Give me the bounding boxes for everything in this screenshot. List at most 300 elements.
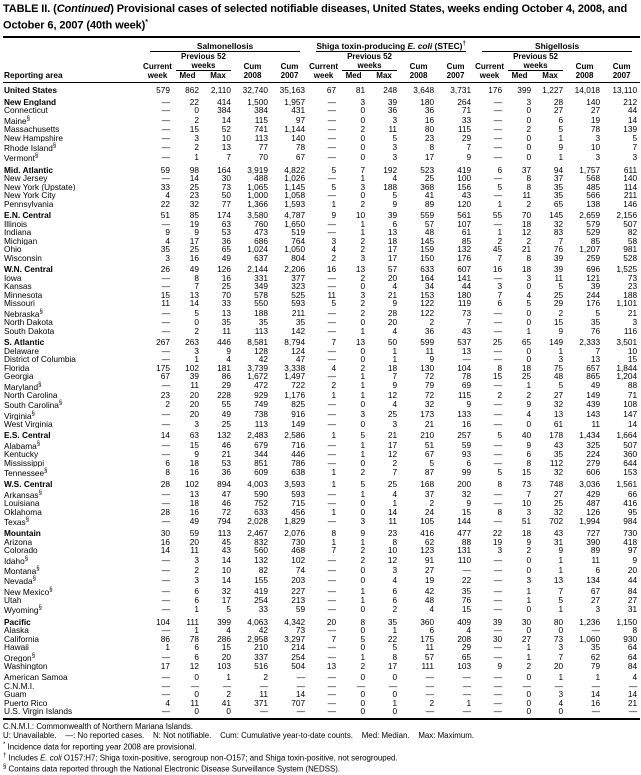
table-row bbox=[3, 586, 640, 596]
value-cell: 20 bbox=[189, 399, 199, 410]
table-row bbox=[3, 450, 640, 459]
value-cell: 155 bbox=[254, 575, 268, 586]
value-cell: — bbox=[493, 594, 503, 605]
value-cell: 0 bbox=[392, 672, 398, 683]
previous-52-weeks-label: Previous 52 weeks bbox=[176, 52, 231, 71]
value-cell: 0 bbox=[194, 689, 199, 700]
title-footnote-marker: * bbox=[145, 19, 148, 26]
reporting-area-label: Missouri bbox=[4, 299, 35, 308]
value-cell: 804 bbox=[291, 252, 306, 263]
value-cell: 11 bbox=[190, 697, 199, 708]
value-cell: 51 bbox=[424, 439, 435, 450]
value-cell: — bbox=[327, 498, 337, 509]
table-row bbox=[3, 220, 640, 229]
value-cell: 0 bbox=[526, 354, 532, 365]
value-cell: 200 bbox=[457, 479, 472, 490]
reporting-area-cell bbox=[3, 372, 142, 381]
value-cell: 7 bbox=[595, 345, 601, 356]
value-cell: 929 bbox=[254, 389, 268, 400]
reporting-area-cell bbox=[3, 355, 142, 364]
value-cell: 7 bbox=[331, 545, 337, 556]
value-cell: — bbox=[161, 281, 170, 292]
value-cell: 5 bbox=[595, 307, 601, 318]
value-cell: 2 bbox=[360, 235, 366, 246]
value-cell: 1 bbox=[194, 152, 199, 163]
table-row bbox=[3, 254, 640, 263]
value-cell: 20 bbox=[189, 389, 199, 400]
footnote-text: Includes bbox=[6, 753, 41, 763]
value-cell: 3,036 bbox=[579, 479, 601, 490]
value-cell: 4 bbox=[165, 190, 170, 201]
reporting-area-label: Ohio bbox=[4, 245, 22, 254]
value-cell: 65 bbox=[221, 244, 231, 255]
value-cell: 159 bbox=[420, 244, 435, 255]
value-cell: 0 bbox=[360, 498, 366, 509]
value-cell: 130 bbox=[420, 362, 435, 373]
value-cell: 0 bbox=[526, 142, 532, 153]
value-cell: 25 bbox=[221, 418, 231, 429]
value-cell: 35 bbox=[553, 181, 564, 192]
value-cell: 1 bbox=[526, 585, 532, 596]
value-cell: 3 bbox=[595, 604, 601, 615]
value-cell: 212 bbox=[623, 96, 638, 107]
value-cell: 35 bbox=[553, 190, 564, 201]
value-cell: 4,063 bbox=[247, 616, 268, 627]
value-cell: 73 bbox=[553, 633, 564, 644]
reporting-area-label: Pennsylvania bbox=[4, 199, 54, 209]
value-cell: 2,958 bbox=[247, 633, 268, 644]
footnotes bbox=[3, 723, 639, 775]
reporting-area-cell bbox=[3, 142, 142, 152]
value-cell: 3 bbox=[360, 181, 366, 192]
value-cell: 153 bbox=[623, 466, 638, 477]
value-cell: 419 bbox=[457, 164, 472, 175]
reporting-area-cell bbox=[3, 228, 142, 237]
value-cell: 1,757 bbox=[579, 164, 601, 175]
value-cell: 529 bbox=[586, 227, 601, 238]
value-cell: 21 bbox=[221, 449, 231, 460]
value-cell: 57 bbox=[387, 264, 398, 275]
value-cell: — bbox=[161, 439, 170, 450]
reporting-area-cell bbox=[3, 450, 142, 459]
value-cell: 0 bbox=[226, 706, 231, 717]
value-cell: 14 bbox=[590, 689, 601, 700]
reporting-area-cell bbox=[3, 152, 142, 162]
value-cell: — bbox=[493, 96, 503, 107]
value-cell: 384 bbox=[254, 105, 268, 116]
value-cell: — bbox=[327, 418, 337, 429]
reporting-area-cell bbox=[3, 308, 142, 318]
value-cell: 730 bbox=[291, 536, 306, 547]
table-row bbox=[3, 83, 640, 95]
value-cell: 45 bbox=[221, 536, 231, 547]
value-cell: 528 bbox=[623, 252, 638, 263]
value-cell: — bbox=[493, 498, 503, 509]
value-cell: — bbox=[462, 354, 472, 365]
value-cell: 9 bbox=[466, 152, 472, 163]
value-cell: — bbox=[190, 680, 199, 691]
value-cell: 1,227 bbox=[542, 85, 564, 96]
footnote-marker: † bbox=[3, 752, 7, 759]
value-cell: 37 bbox=[521, 164, 532, 175]
value-cell: 4 bbox=[392, 488, 398, 499]
value-cell: 416 bbox=[623, 498, 638, 509]
value-cell: 0 bbox=[360, 354, 366, 365]
table-row bbox=[3, 555, 640, 565]
value-cell: 57 bbox=[424, 218, 435, 229]
footnote-section bbox=[3, 763, 639, 774]
value-cell: 11 bbox=[327, 289, 337, 300]
value-cell: 42 bbox=[424, 585, 435, 596]
value-cell: — bbox=[425, 706, 435, 717]
value-cell: 15 bbox=[221, 642, 231, 653]
footnote-marker: § bbox=[44, 468, 48, 475]
table-row bbox=[3, 499, 640, 508]
value-cell: 35 bbox=[461, 585, 472, 596]
table-row bbox=[3, 327, 640, 336]
value-cell: 2,156 bbox=[616, 210, 638, 221]
value-cell: 786 bbox=[291, 457, 306, 468]
value-cell: — bbox=[327, 594, 337, 605]
reporting-area-cell bbox=[3, 220, 142, 229]
value-cell: 20 bbox=[387, 317, 398, 328]
value-cell: 0 bbox=[526, 565, 532, 576]
value-cell: — bbox=[493, 317, 503, 328]
value-cell: 686 bbox=[254, 235, 268, 246]
value-cell: 279 bbox=[586, 457, 601, 468]
value-cell: 39 bbox=[189, 371, 199, 382]
value-cell: 27 bbox=[424, 565, 435, 576]
value-cell: 33 bbox=[258, 604, 268, 615]
value-cell: 67 bbox=[424, 449, 435, 460]
value-cell: 722 bbox=[291, 380, 306, 391]
value-cell: 384 bbox=[217, 105, 231, 116]
value-cell: 22 bbox=[160, 198, 170, 209]
value-cell: 49 bbox=[189, 264, 199, 275]
value-cell: 7 bbox=[497, 289, 503, 300]
value-cell: 19 bbox=[424, 575, 435, 586]
value-cell: 30 bbox=[221, 173, 231, 184]
table-row bbox=[3, 347, 640, 356]
value-cell: 550 bbox=[254, 298, 268, 309]
value-cell: 930 bbox=[623, 633, 638, 644]
value-cell: 760 bbox=[254, 218, 268, 229]
value-cell: 0 bbox=[526, 706, 532, 717]
value-cell: 16 bbox=[326, 264, 337, 275]
value-cell: 3 bbox=[526, 272, 532, 283]
value-cell: 3,739 bbox=[247, 362, 268, 373]
value-cell: — bbox=[493, 672, 503, 683]
value-cell: 5 bbox=[632, 132, 638, 143]
value-cell: 6 bbox=[526, 449, 532, 460]
value-cell: 0 bbox=[558, 625, 564, 636]
reporting-area-label: Maryland bbox=[4, 381, 39, 391]
value-cell: 325 bbox=[586, 439, 601, 450]
value-cell: 0 bbox=[526, 152, 532, 163]
value-cell: 168 bbox=[420, 479, 435, 490]
value-cell: 124 bbox=[291, 345, 306, 356]
value-cell: 49 bbox=[221, 252, 231, 263]
value-cell: 49 bbox=[221, 409, 231, 420]
current-week-header: Current week bbox=[142, 52, 173, 83]
reporting-area-cell bbox=[3, 237, 142, 246]
footnote-marker: § bbox=[58, 400, 63, 407]
value-cell: 174 bbox=[217, 210, 231, 221]
value-cell: 9 bbox=[466, 399, 472, 410]
value-cell: 1 bbox=[360, 594, 366, 605]
value-cell: 286 bbox=[217, 633, 231, 644]
value-cell: 399 bbox=[217, 616, 231, 627]
value-cell: — bbox=[161, 272, 170, 283]
value-cell: 9 bbox=[194, 227, 199, 238]
value-cell: 8,794 bbox=[284, 337, 306, 348]
value-cell: 13 bbox=[326, 660, 337, 671]
value-cell: 2 bbox=[331, 380, 337, 391]
value-cell: — bbox=[493, 399, 503, 410]
value-cell: 18 bbox=[521, 264, 532, 275]
value-cell: 566 bbox=[586, 190, 601, 201]
value-cell: — bbox=[161, 488, 170, 499]
value-cell: 27 bbox=[553, 105, 564, 116]
table-row bbox=[3, 596, 640, 605]
value-cell: 2 bbox=[194, 565, 199, 576]
reporting-area-cell bbox=[3, 191, 142, 200]
value-cell: 1 bbox=[558, 132, 564, 143]
value-cell: 48 bbox=[424, 594, 435, 605]
value-cell: — bbox=[161, 173, 170, 184]
value-cell: 4 bbox=[392, 399, 398, 410]
value-cell: 83 bbox=[553, 227, 564, 238]
value-cell: 43 bbox=[461, 325, 472, 336]
value-cell: 609 bbox=[254, 466, 268, 477]
table-row bbox=[3, 372, 640, 381]
value-cell: 43 bbox=[553, 528, 564, 539]
value-cell: — bbox=[425, 680, 435, 691]
value-cell: 916 bbox=[291, 409, 306, 420]
value-cell: — bbox=[327, 142, 337, 153]
value-cell: 224 bbox=[586, 449, 601, 460]
value-cell: 11 bbox=[591, 418, 601, 429]
value-cell: 7 bbox=[497, 252, 503, 263]
value-cell: 1 bbox=[331, 466, 337, 477]
value-cell: — bbox=[259, 706, 268, 717]
value-cell: 5 bbox=[360, 479, 366, 490]
value-cell: 9 bbox=[526, 536, 532, 547]
value-cell: 862 bbox=[185, 85, 199, 96]
value-cell: 2 bbox=[360, 244, 366, 255]
value-cell: 1 bbox=[360, 325, 366, 336]
value-cell: 593 bbox=[291, 298, 306, 309]
value-cell: 18 bbox=[521, 528, 532, 539]
value-cell: 61 bbox=[553, 418, 564, 429]
value-cell: — bbox=[628, 706, 638, 717]
value-cell: 9 bbox=[526, 399, 532, 410]
value-cell: 7 bbox=[466, 317, 472, 328]
value-cell: 2 bbox=[331, 252, 337, 263]
value-cell: 36 bbox=[424, 105, 435, 116]
value-cell: 64 bbox=[627, 642, 638, 653]
value-cell: 254 bbox=[291, 651, 306, 662]
value-cell: 26 bbox=[160, 264, 170, 275]
value-cell: — bbox=[493, 697, 503, 708]
reporting-area-label: Washington bbox=[4, 661, 48, 671]
reporting-area-cell bbox=[3, 391, 142, 400]
reporting-area-cell bbox=[3, 299, 142, 308]
value-cell: 112 bbox=[549, 457, 564, 468]
value-cell: — bbox=[327, 190, 337, 201]
value-cell: 126 bbox=[217, 264, 231, 275]
value-cell: 23 bbox=[424, 132, 435, 143]
value-cell: 67 bbox=[295, 152, 306, 163]
max-header: Max bbox=[202, 71, 234, 83]
reporting-area-label: Oklahoma bbox=[4, 507, 42, 517]
value-cell: 28 bbox=[160, 506, 170, 517]
value-cell: 27 bbox=[553, 389, 564, 400]
value-cell: 6 bbox=[392, 218, 398, 229]
cum-2007-header: Cum 2007 bbox=[437, 52, 474, 83]
value-cell: 4 bbox=[632, 672, 638, 683]
value-cell: 371 bbox=[254, 697, 268, 708]
value-cell: 1,024 bbox=[247, 244, 268, 255]
value-cell: 1,525 bbox=[616, 264, 638, 275]
value-cell: 1,561 bbox=[616, 479, 638, 490]
reporting-area-cell bbox=[3, 327, 142, 336]
value-cell: 257 bbox=[457, 430, 472, 441]
value-cell: 4 bbox=[392, 575, 398, 586]
value-cell: 2,028 bbox=[247, 515, 268, 526]
value-cell: 85 bbox=[590, 235, 601, 246]
value-cell: — bbox=[161, 672, 170, 683]
value-cell: 3 bbox=[331, 235, 337, 246]
value-cell: 18 bbox=[189, 498, 199, 509]
table-row bbox=[3, 575, 640, 585]
value-cell: 14 bbox=[387, 506, 398, 517]
value-cell: 0 bbox=[526, 625, 532, 636]
value-cell: 20 bbox=[387, 272, 398, 283]
value-cell: 9 bbox=[392, 380, 398, 391]
value-cell: 27 bbox=[590, 105, 601, 116]
value-cell: 17 bbox=[387, 439, 398, 450]
value-cell: — bbox=[493, 380, 503, 391]
value-cell: 3 bbox=[632, 317, 638, 328]
value-cell: 84 bbox=[627, 585, 638, 596]
value-cell: — bbox=[462, 680, 472, 691]
value-cell: 418 bbox=[623, 536, 638, 547]
value-cell: 82 bbox=[627, 227, 638, 238]
reporting-area-cell bbox=[3, 546, 142, 555]
reporting-area-label: New York (Upstate) bbox=[4, 182, 76, 192]
reporting-area-cell bbox=[3, 410, 142, 420]
value-cell: 446 bbox=[217, 337, 231, 348]
table-row bbox=[3, 440, 640, 450]
value-cell: 7 bbox=[526, 488, 532, 499]
footnote-marker: * bbox=[3, 741, 6, 748]
row-block bbox=[3, 670, 640, 719]
value-cell: 2,483 bbox=[247, 430, 268, 441]
value-cell: 7 bbox=[226, 152, 231, 163]
value-cell: 419 bbox=[254, 585, 268, 596]
value-cell: 25 bbox=[387, 479, 398, 490]
value-cell: — bbox=[327, 114, 337, 125]
value-cell: 13 bbox=[387, 227, 398, 238]
value-cell: 113 bbox=[254, 132, 268, 143]
value-cell: 140 bbox=[586, 96, 601, 107]
value-cell: 111 bbox=[186, 616, 199, 627]
value-cell: 2 bbox=[360, 124, 366, 135]
value-cell: 6 bbox=[558, 114, 564, 125]
value-cell: 4 bbox=[429, 604, 435, 615]
value-cell: — bbox=[327, 515, 337, 526]
value-cell: 1 bbox=[165, 642, 170, 653]
value-cell: 1 bbox=[392, 354, 398, 365]
value-cell: 2 bbox=[526, 235, 532, 246]
reporting-area-label: Guam bbox=[4, 690, 27, 699]
value-cell: 34 bbox=[424, 281, 435, 292]
value-cell: 3 bbox=[595, 132, 601, 143]
value-cell: 638 bbox=[291, 466, 306, 477]
value-cell: 8 bbox=[526, 457, 532, 468]
value-cell: 5 bbox=[497, 466, 503, 477]
value-cell: 429 bbox=[586, 488, 601, 499]
value-cell: 73 bbox=[295, 625, 306, 636]
reporting-area-label: C.N.M.I. bbox=[4, 681, 35, 691]
value-cell: — bbox=[161, 218, 170, 229]
value-cell: 9 bbox=[632, 554, 638, 565]
value-cell: 142 bbox=[291, 325, 306, 336]
value-cell: 88 bbox=[627, 380, 638, 391]
value-cell: 16 bbox=[189, 252, 199, 263]
footnote-text: C.N.M.I.: Commonwealth of Northern Mariana Islands. bbox=[3, 721, 193, 731]
value-cell: 6 bbox=[595, 565, 601, 576]
reporting-area-cell bbox=[3, 538, 142, 547]
value-cell: — bbox=[161, 680, 170, 691]
value-cell: 1,994 bbox=[579, 515, 601, 526]
table-row bbox=[3, 262, 640, 274]
value-cell: — bbox=[493, 272, 503, 283]
reporting-area-cell bbox=[3, 565, 142, 575]
value-cell: 10 bbox=[627, 345, 638, 356]
current-week-header: Current week bbox=[474, 52, 505, 83]
value-cell: — bbox=[493, 625, 503, 636]
row-block bbox=[3, 163, 640, 209]
value-cell: 3 bbox=[194, 418, 199, 429]
reporting-area-label: North Dakota bbox=[4, 318, 53, 327]
value-cell: 1,058 bbox=[284, 190, 306, 201]
value-cell: 11 bbox=[222, 325, 231, 336]
table-row bbox=[3, 191, 640, 200]
value-cell: 35 bbox=[295, 317, 306, 328]
footnote-marker: § bbox=[38, 489, 42, 496]
value-cell: 15 bbox=[189, 439, 199, 450]
table-row bbox=[3, 546, 640, 555]
value-cell: 43 bbox=[553, 439, 564, 450]
value-cell: — bbox=[493, 554, 503, 565]
value-cell: 0 bbox=[360, 190, 366, 201]
value-cell: 2 bbox=[429, 697, 435, 708]
value-cell: 139 bbox=[623, 124, 638, 135]
value-cell: 344 bbox=[254, 449, 268, 460]
value-cell: 105 bbox=[420, 515, 435, 526]
current-week-header: Current week bbox=[308, 52, 339, 83]
value-cell: — bbox=[327, 585, 337, 596]
value-cell: 6 bbox=[392, 594, 398, 605]
value-cell: 1 bbox=[558, 565, 564, 576]
value-cell: 32,740 bbox=[242, 85, 268, 96]
table-row bbox=[3, 459, 640, 468]
value-cell: — bbox=[493, 152, 503, 163]
value-cell: 16 bbox=[160, 536, 170, 547]
footnote-marker: § bbox=[39, 308, 43, 315]
